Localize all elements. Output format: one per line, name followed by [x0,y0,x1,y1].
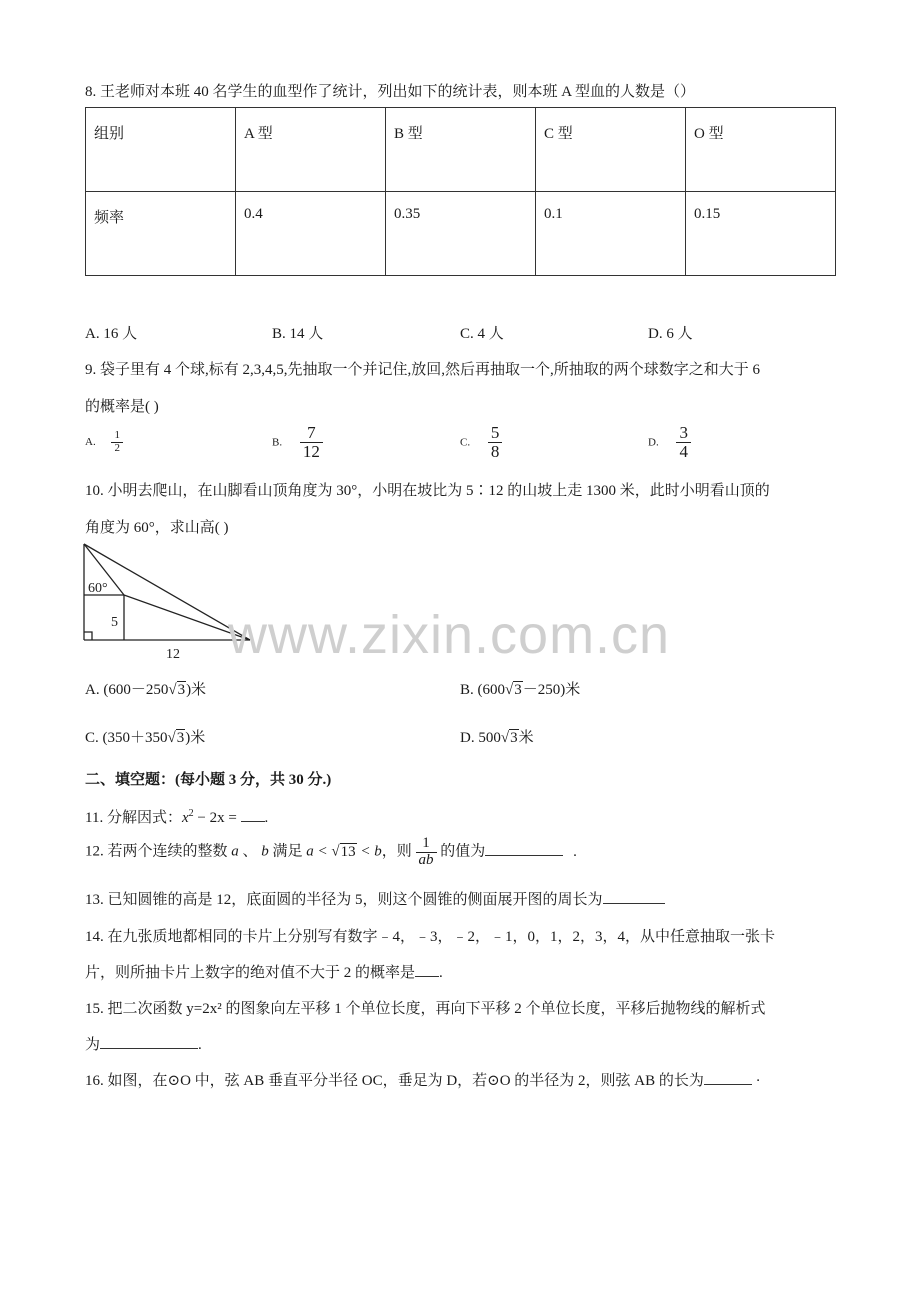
q15-end: . [198,1037,202,1053]
q12-mid: 满足 [272,843,303,860]
option-label: B. [272,436,283,449]
numerator: 1 [111,430,123,443]
q11 [85,806,268,827]
q16-answer-blank[interactable] [704,1084,752,1085]
table-cell: 组别 [86,108,236,192]
q10-stem-line2: 角度为 60°，求山高( ) [85,520,229,536]
q15-text: 为 [85,1037,101,1053]
q14-answer-blank[interactable] [415,976,439,977]
q11-answer-blank[interactable] [241,821,265,822]
q12-answer-blank[interactable] [485,855,563,856]
q9-option-d[interactable] [648,424,691,461]
q15-answer-blank[interactable] [100,1048,198,1049]
q15-line1: 15. 把二次函数 y=2x² 的图象向左平移 1 个单位长度，再向下平移 2 个单位长度，平移后抛物线的解析式 [85,1001,766,1017]
q12-sep: 、 [242,843,258,860]
radicand: 3 [177,682,186,698]
q12-var-b: b [261,843,269,860]
table-cell: 0.4 [236,192,386,276]
q13-answer-blank[interactable] [603,903,665,904]
numerator: 7 [300,424,323,443]
q13-text: 13. 已知圆锥的高是 12，底面圆的半径为 5，则这个圆锥的侧面展开图的周长为 [85,892,603,908]
q9-stem-line2: 的概率是( ) [85,399,159,415]
numerator: 1 [416,836,437,853]
blood-type-table [85,107,836,276]
q8-option-b[interactable]: B. 14 人 [272,326,324,342]
numerator: 5 [488,424,503,443]
sight-line-from-foot [84,544,250,640]
q10-option-b[interactable] [460,678,580,699]
q9-stem-line1: 9. 袋子里有 4 个球,标有 2,3,4,5,先抽取一个并记住,放回,然后再抽取一个,所抽取的两个球数字之和大于 6 [85,362,761,378]
q12-ineq-left: a < [306,843,328,860]
option-label: D. [648,436,659,449]
q12-var-a: a [231,843,239,860]
q12-end: . [573,843,577,860]
q11-prefix: 11. 分解因式： [85,810,182,826]
option-text: C. (350＋350 [85,730,168,746]
radical-sign: √ [168,682,177,698]
q16 [85,1069,761,1090]
radicand: 3 [176,730,185,746]
option-text: A. (600－250 [85,682,169,698]
table-cell: B 型 [386,108,536,192]
q8-stem: 8. 王老师对本班 40 名学生的血型作了统计，列出如下的统计表，则本班 A 型血的人数是（） [85,84,696,100]
radical-sign: √ [505,682,514,698]
q10-stem-line1: 10. 小明去爬山，在山脚看山顶角度为 30°，小明在坡比为 5∶12 的山坡上走 1300 米，此时小明看山顶的 [85,483,770,499]
option-label: C. [460,436,471,449]
q10-option-a[interactable] [85,678,206,699]
fraction [676,424,691,461]
table-cell: O 型 [686,108,836,192]
option-text: )米 [185,730,206,746]
q15-line2 [85,1033,202,1054]
option-text: 米 [518,730,534,746]
q16-text: 16. 如图，在⊙O 中，弦 AB 垂直平分半径 OC，垂足为 D，若⊙O 的半径为 2，则弦 AB 的长为 [85,1073,704,1089]
q14-line1: 14. 在九张质地都相同的卡片上分别写有数字﹣4，﹣3，﹣2，﹣1，0，1，2，3，4，从中任意抽取一张卡 [85,929,776,945]
q11-expr: − 2x = [193,810,241,826]
denominator: 8 [490,441,500,461]
q14-line2 [85,961,443,982]
option-text: B. (600 [460,682,505,698]
table-cell: 频率 [86,192,236,276]
q10-option-c[interactable] [85,726,205,747]
section-title: 二、填空题：(每小题 3 分，共 30 分.) [85,772,332,788]
q13 [85,888,665,909]
denominator: 2 [114,441,120,454]
numerator: 3 [676,424,691,443]
q12-post: 的值为 [440,843,486,860]
q12 [85,836,577,869]
fraction [300,424,323,461]
fraction [488,424,503,461]
option-label: A. [85,436,96,449]
radicand: 3 [510,730,518,746]
q14-end: . [439,965,443,981]
denominator: 12 [302,441,320,461]
option-text: )米 [186,682,207,698]
option-text: －250)米 [522,682,581,698]
table-row [86,192,836,276]
radicand: 3 [514,682,522,698]
watermark: www.zixin.com.cn [228,605,671,665]
table-cell: C 型 [536,108,686,192]
q12-ineq-right: < b [360,843,382,860]
side-label: 5 [111,615,118,630]
q11-end: . [264,810,269,826]
fraction [416,836,437,869]
q16-end: · [755,1073,761,1089]
q11-expr: x [181,810,189,826]
q8-option-a[interactable]: A. 16 人 [85,326,138,342]
q8-option-c[interactable]: C. 4 人 [460,326,504,342]
option-text: D. 500 [460,730,501,746]
q8-option-d[interactable]: D. 6 人 [648,326,693,342]
table-cell: 0.35 [386,192,536,276]
angle-label: 60° [88,581,108,596]
radical-sign: √ [500,730,510,746]
denominator: ab [418,851,434,868]
radicand: 13 [340,843,356,860]
table-cell: 0.15 [686,192,836,276]
table-cell: 0.1 [536,192,686,276]
base-label: 12 [166,647,180,662]
radical-sign: √ [331,843,340,860]
q9-option-b[interactable] [272,424,323,461]
fraction [111,430,123,454]
table-cell: A 型 [236,108,386,192]
q10-option-d[interactable] [460,726,534,747]
radical-sign: √ [167,730,176,746]
q9-option-c[interactable] [460,424,502,461]
q9-option-a[interactable] [85,430,123,454]
right-angle-mark [84,632,92,640]
table-row [86,108,836,192]
q11-exponent: 2 [188,808,194,819]
denominator: 4 [679,441,688,461]
q14-text: 片，则所抽卡片上数字的绝对值不大于 2 的概率是 [85,965,416,981]
q12-prefix: 12. 若两个连续的整数 [85,843,228,860]
q12-then: ，则 [381,843,412,860]
